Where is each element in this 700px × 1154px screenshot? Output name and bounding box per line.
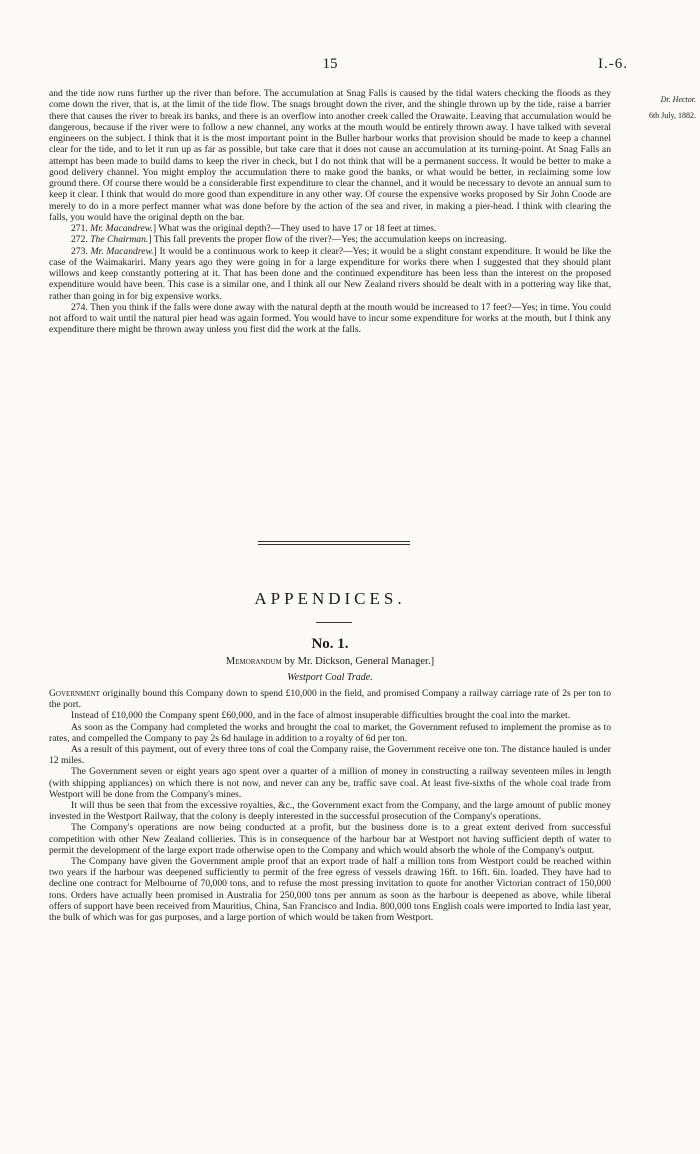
speaker: Mr. Macandrew.: [90, 223, 153, 234]
section-divider: [258, 541, 410, 542]
memo-subtitle: Westport Coal Trade.: [287, 672, 373, 683]
evidence-text: [49, 88, 611, 336]
section-divider: [258, 544, 410, 545]
appendices-title: APPENDICES.: [254, 589, 406, 608]
memo-paragraph: The Company's operations are now being conducted at a profit, but the business done is to a great extent derived from successful competition with other New Zealand collieries. This is in consequence of the harbour bar at Westport not having sufficient depth of water to permit the development of the large export trade otherwise open to the Company and which would absorb the whole of the Company's output.: [49, 822, 611, 856]
memo-paragraph: The Company have given the Government ample proof that an export trade of half a million tons from Westport could be reached within two years if the harbour was deepened sufficiently to permit of the free egress of vessels drawing 16ft. to 16ft. 6in. loaded. They have had to decline one contract for Melbourne of 70,000 tons, and to refuse the most pressing invitation to quote for another Victorian contract of 150,000 tons. Orders have actually been promised in Australia for 250,000 tons per annum as soon as the harbour is deepened as above, while liberal offers of support have been received from Mauritius, China, San Francisco and India. 800,000 tons English coals were imported to India last year, the bulk of which was for gas purposes, and a large portion of which would be taken from Westport.: [49, 856, 611, 924]
speaker: Mr. Macandrew.: [90, 245, 154, 257]
memo-paragraph: It will thus be seen that from the excessive royalties, &c., the Government exact from the Company, and the large amount of public money invested in the Westport Railway, that the colony is deeply interested in the successful prosecution of the Company's operations.: [49, 800, 611, 823]
question-272: 272. The Chairman.] This fall prevents the proper flow of the river?—Yes; the accumulation keeps on increasing.: [71, 234, 507, 246]
speaker: The Chairman.: [90, 234, 149, 246]
title-divider: [316, 622, 352, 623]
question-271: 271. Mr. Macandrew.] What was the original depth?—They used to have 17 or 18 feet at times.: [71, 223, 437, 234]
appendix-number: No. 1.: [311, 636, 349, 652]
memo-paragraph: As soon as the Company had completed the works and brought the coal to market, the Government refused to implement the promise as to rates, and compelled the Company to pay 2s 6d haulage in addition to a royalty of 6d per ton.: [49, 721, 611, 744]
memo-paragraph: Government originally bound this Company down to spend £10,000 in the field, and promised Company a railway carriage rate of 2s per ton to the port.: [49, 688, 611, 711]
evidence-paragraph: and the tide now runs further up the river than before. The accumulation at Snag Falls is caused by the tidal waters checking the floods as they come down the river, that is, at the limit of the tide flow. The snags brought down the river, and the shingle thrown up by the tide, raise a barrier there that causes the river to break its banks, and there is an overflow into another creek called the Orawaite. Leaving that accumulation would be dangerous, because if the river were to follow a new channel, any works at the mouth would be entirely thrown away. I have talked with several engineers on the subject. I think that it is the most important point in the Buller harbour works that provision should be made to keep a channel clear for the tide, and to let it run up as far as possible, but take care that it does not cause an accumulation at its turning-point. At Snag Falls an attempt has been made to build dams to keep the river in check, but I do not think that will be a permanent success. It would be better to make a good delivery channel. You might employ the accumulation there to make good the banks, or what would be better, in reclaiming some low ground there. Of course there would be a considerable first expenditure to clear the channel, and it would be necessary to devote an annual sum to keep it clear. I think that would do more good than expenditure in any other way. Of course the expensive works proposed by Sir John Coode are merely to do in a more perfect manner what was done before by the action of the sea and river, in making a pier-head. I think with clearing the falls, you would have the original depth on the bar.: [49, 88, 611, 223]
memo-paragraph: Instead of £10,000 the Company spent £60,000, and in the face of almost insuperable difficulties brought the coal into the market.: [71, 710, 571, 722]
page-reference: I.-6.: [598, 56, 628, 72]
question-274: 274. Then you think if the falls were done away with the natural depth at the mouth would be increased to 17 feet?—Yes; in time. You could not afford to wait until the natural pier head was again formed. You would have to incur some expenditure for works at the mouth, but I think any expenditure there might be thrown away unless you first did the work at the falls.: [49, 301, 612, 336]
margin-date: 6th July, 1882.: [648, 111, 696, 120]
memo-paragraph: As a result of this payment, out of every three tons of coal the Company raise, the Government receive one ton. The distance hauled is under 12 miles.: [49, 744, 611, 767]
margin-witness: Dr. Hector.: [660, 95, 696, 104]
memo-heading: Memorandum by Mr. Dickson, General Manager.]: [225, 656, 435, 667]
memo-text: [49, 688, 611, 923]
question-273: 273. Mr. Macandrew.] It would be a continuous work to keep it clear?—Yes; it would be a slight constant expenditure. It would be like the case of the Waimakariri. Many years ago they were going in for a large expenditure for works there when I suggested that they should plant willows and keep constantly pottering at it. That has been done and the continued expenditure has been less than the interest on the proposed expenditure would have been. This case is a similar one, and I think all our New Zealand rivers should be dealt with in a pottering way like that, rather than going in for big expensive works.: [49, 245, 611, 302]
memo-paragraph: The Government seven or eight years ago spent over a quarter of a million of money in constructing a railway seventeen miles in length (with shipping appliances) on which there is not now, and never can any be, traffic save coal. At least five-sixths of the whole coal trade from Westport will be done from the Company's mines.: [49, 766, 611, 800]
page-number: 15: [322, 56, 338, 72]
